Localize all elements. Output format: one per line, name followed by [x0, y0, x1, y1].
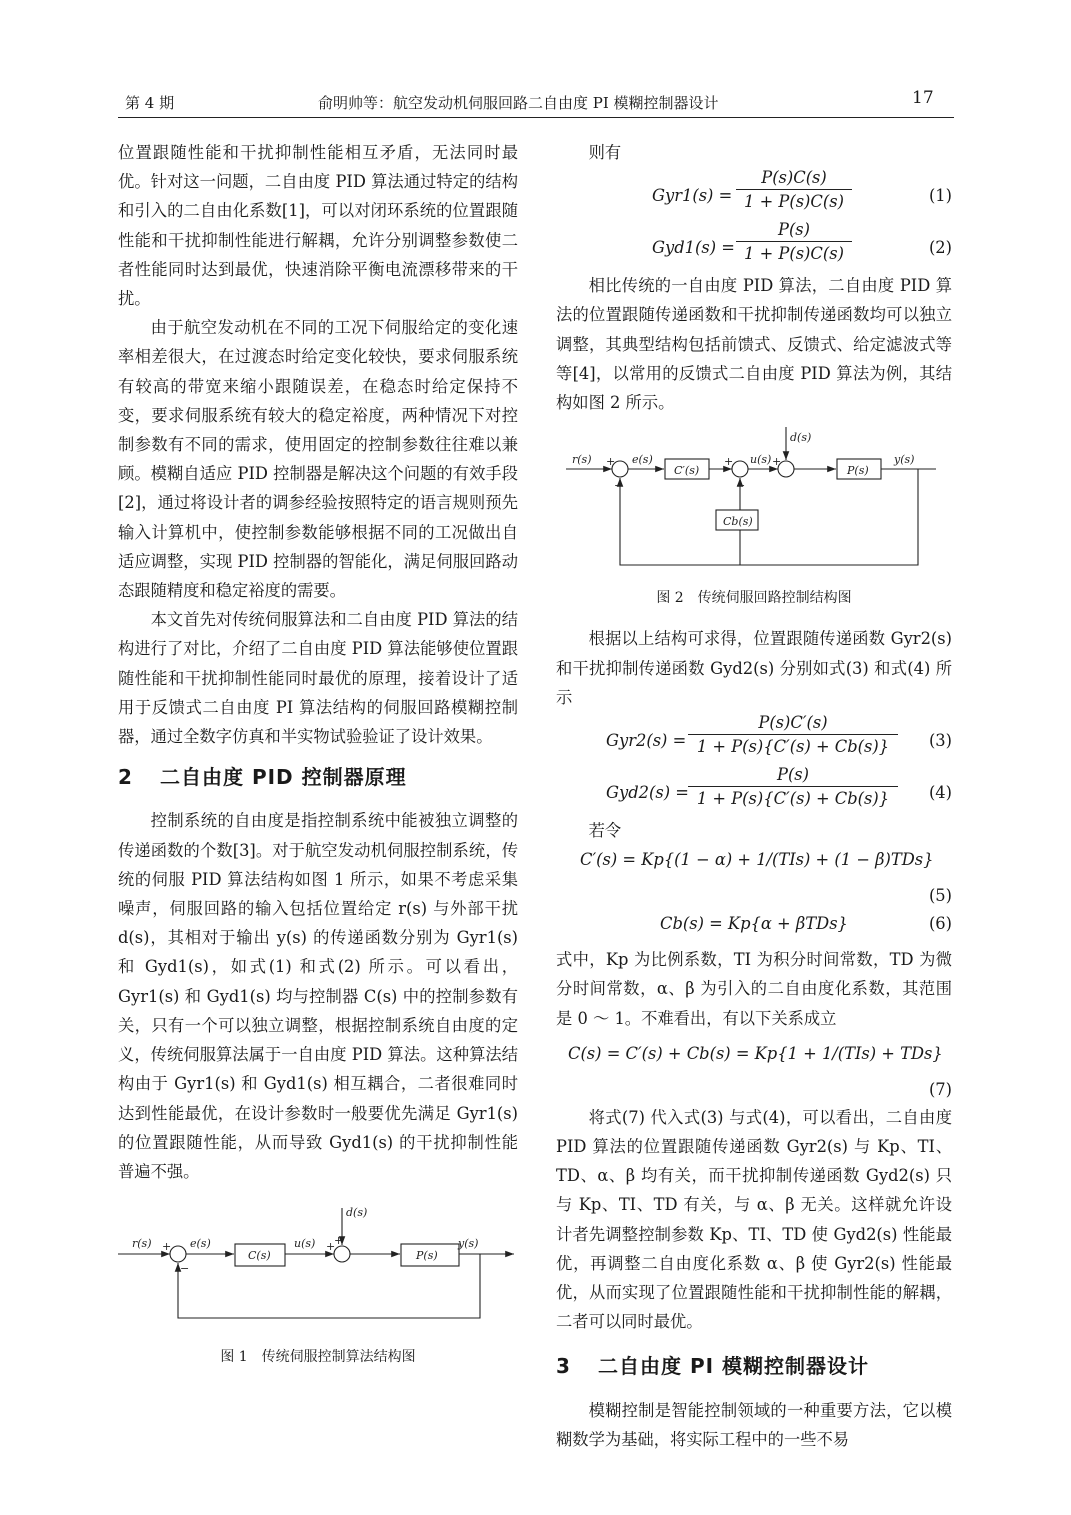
- numerator: P(s): [736, 219, 852, 242]
- section-title: 二自由度 PID 控制器原理: [160, 765, 407, 790]
- figure-1: [118, 1200, 518, 1367]
- header-rule: [118, 117, 954, 118]
- disturbance-label: d(s): [346, 1206, 368, 1220]
- section-number: 3: [556, 1354, 571, 1379]
- output-label: y(s): [458, 1237, 479, 1251]
- numerator: P(s)C′(s): [688, 712, 898, 735]
- equation-lhs: Gyd2(s) =: [606, 783, 689, 803]
- equation-lhs: Gyd1(s) =: [652, 238, 735, 258]
- svg-text:−: −: [180, 1262, 190, 1276]
- output-label: y(s): [894, 453, 915, 467]
- equation-lhs: Gyr1(s) =: [652, 186, 733, 206]
- figure-1-caption: 图 1 传统伺服控制算法结构图: [220, 1349, 416, 1366]
- equation-number: (6): [928, 914, 952, 934]
- equation-number: (3): [928, 731, 952, 751]
- page-number: 17: [912, 88, 934, 108]
- error-label: e(s): [190, 1237, 211, 1251]
- equation-1: [556, 167, 952, 219]
- equation-number: (1): [928, 186, 952, 206]
- equation-fraction: [736, 219, 852, 266]
- section-heading: [118, 763, 518, 792]
- denominator: 1 + P(s)C(s): [744, 244, 844, 264]
- figure-2: [556, 427, 952, 608]
- equation-2: [556, 219, 952, 271]
- equation-5: [556, 845, 952, 881]
- svg-text:+: +: [606, 455, 616, 469]
- plant-block-label: P(s): [847, 464, 869, 478]
- equation-fraction: [736, 167, 852, 214]
- paragraph: 位置跟随性能和干扰抑制性能相互矛盾，无法同时最优。针对这一问题，二自由度 PID 算法通过特定的结构和引入的二自由化系数[1]，可以对闭环系统的位置跟随性能和干扰抑制性能进行解耦，允许分别调整参数使二者性能同时达到最优，快速消除平衡电流漂移带来的干扰。: [118, 143, 518, 309]
- numerator: P(s)C(s): [736, 167, 852, 190]
- plant-block-label: P(s): [416, 1249, 438, 1263]
- paragraph: 将式(7) 代入式(3) 与式(4)，可以看出，二自由度 PID 算法的位置跟随传递函数 Gyr2(s) 与 Kp、TI、TD、α、β 均有关，而干扰抑制传递函数 Gyd2(s) 只与 Kp、TI、TD 有关，与 α、β 无关。这样就允许设计者先调整控制参数 Kp、TI、TD 使 Gyd2(s) 性能最优，再调整二自由度化系数 α、β 使 Gyr2(s) 性能最优，从而实现了位置跟随性能和干扰抑制性能的解耦，二者可以同时最优。: [556, 1107, 952, 1332]
- svg-text:+: +: [326, 1240, 336, 1254]
- equation-3: [556, 712, 952, 764]
- disturbance-label: d(s): [790, 431, 812, 445]
- paragraph: 控制系统的自由度是指控制系统中能被独立调整的传递函数的个数[3]。对于航空发动机伺服控制系统，传统的伺服 PID 算法结构如图 1 所示，如果不考虑采集噪声，伺服回路的输入包括位置给定 r(s) 与外部干扰 d(s)，其相对于输出 y(s) 的传递函数分别为 Gyr1(s) 和 Gyd1(s)，如式(1) 和式(2) 所示。可以看出，Gyr1(s) 和 Gyd1(s) 均与控制器 C(s) 中的控制参数有关，只有一个可以独立调整，根据控制系统自由度的定义，传统伺服算法属于一自由度 PID 算法。这种算法结构由于 Gyr1(s) 和 Gyd1(s) 相互耦合，二者很难同时达到性能最优，在设计参数时一般要优先满足 Gyr1(s) 的位置跟随性能，从而导致 Gyd1(s) 的干扰抑制性能普遍不强。: [118, 811, 518, 1181]
- paragraph: 式中，Kp 为比例系数，TI 为积分时间常数，TD 为微分时间常数，α、β 为引入的二自由度化系数，其范围是 0 ～ 1。不难看出，有以下关系成立: [556, 950, 952, 1028]
- equation-number: (5): [928, 886, 952, 906]
- left-column: [118, 138, 518, 1367]
- controller-block-label: C′(s): [674, 464, 700, 478]
- reference-label: r(s): [572, 453, 592, 467]
- svg-text:+: +: [772, 455, 782, 469]
- block-diagram-2: [556, 427, 952, 577]
- issue-number: 第 4 期: [125, 94, 175, 112]
- paragraph: 则有: [588, 143, 622, 162]
- equation-6: [556, 909, 952, 945]
- denominator: 1 + P(s){C′(s) + Cb(s)}: [696, 737, 890, 757]
- reference-label: r(s): [132, 1237, 152, 1251]
- svg-text:+: +: [724, 455, 734, 469]
- equation-4: [556, 764, 952, 816]
- svg-text:−: −: [614, 479, 624, 493]
- denominator: 1 + P(s)C(s): [744, 192, 844, 212]
- svg-text:−: −: [736, 479, 746, 493]
- running-title: 俞明帅等：航空发动机伺服回路二自由度 PI 模糊控制器设计: [318, 94, 719, 112]
- paragraph: 由于航空发动机在不同的工况下伺服给定的变化速率相差很大，在过渡态时给定变化较快，要求伺服系统有较高的带宽来缩小跟随误差，在稳态时给定保持不变，要求伺服系统有较大的稳定裕度，两种情况下对控制参数有不同的需求，使用固定的控制参数往往难以兼顾。模糊自适应 PID 控制器是解决这个问题的有效手段[2]，通过将设计者的调参经验按照特定的语言规则预先输入计算机中，使控制参数能够根据不同的工况做出自适应调整，实现 PID 控制器的智能化，满足伺服回路动态跟随精度和稳定裕度的需要。: [118, 318, 518, 601]
- control-signal-label: u(s): [294, 1237, 316, 1251]
- section-number: 2: [118, 765, 133, 790]
- equation-body: Cb(s) = Kp{α + βTDs}: [660, 914, 848, 934]
- right-column: [556, 138, 952, 1454]
- equation-fraction: [688, 712, 898, 759]
- error-label: e(s): [632, 453, 653, 467]
- equation-body: C(s) = C′(s) + Cb(s) = Kp{1 + 1/(TIs) + TDs}: [568, 1043, 943, 1063]
- section-heading: [556, 1352, 952, 1381]
- block-diagram-1: [118, 1200, 518, 1330]
- equation-number: (2): [928, 238, 952, 258]
- control-signal-label: u(s): [750, 453, 772, 467]
- equation-number: (4): [928, 783, 952, 803]
- paragraph: 相比传统的一自由度 PID 算法，二自由度 PID 算法的位置跟随传递函数和干扰抑制传递函数均可以独立调整，其典型结构包括前馈式、反馈式、给定滤波式等等[4]，以常用的反馈式二自由度 PID 算法为例，其结构如图 2 所示。: [556, 276, 952, 413]
- equation-7: [556, 1039, 952, 1075]
- paragraph: 本文首先对传统伺服算法和二自由度 PID 算法的结构进行了对比，介绍了二自由度 PID 算法能够使位置跟随性能和干扰抑制性能同时最优的原理，接着设计了适用于反馈式二自由度 PI 算法结构的伺服回路模糊控制器，通过全数字仿真和半实物试验验证了设计效果。: [118, 610, 518, 747]
- equation-number: (7): [928, 1079, 952, 1099]
- figure-2-caption: 图 2 传统伺服回路控制结构图: [656, 590, 852, 607]
- equation-body: C′(s) = Kp{(1 − α) + 1/(TIs) + (1 − β)TDs}: [580, 850, 934, 870]
- controller-block-label: C(s): [248, 1249, 271, 1263]
- equation-fraction: [688, 764, 898, 811]
- svg-text:+: +: [162, 1240, 172, 1254]
- equation-lhs: Gyr2(s) =: [606, 731, 687, 751]
- paragraph: 根据以上结构可求得，位置跟随传递函数 Gyr2(s) 和干扰抑制传递函数 Gyd2(s) 分别如式(3) 和式(4) 所示: [556, 629, 952, 707]
- paragraph: 若令: [588, 821, 622, 841]
- svg-text:+: +: [334, 1234, 344, 1248]
- denominator: 1 + P(s){C′(s) + Cb(s)}: [696, 789, 890, 809]
- feedback-controller-label: Cb(s): [723, 515, 753, 529]
- numerator: P(s): [688, 764, 898, 787]
- paragraph: 模糊控制是智能控制领域的一种重要方法，它以模糊数学为基础，将实际工程中的一些不易: [556, 1400, 952, 1449]
- section-title: 二自由度 PI 模糊控制器设计: [598, 1354, 870, 1379]
